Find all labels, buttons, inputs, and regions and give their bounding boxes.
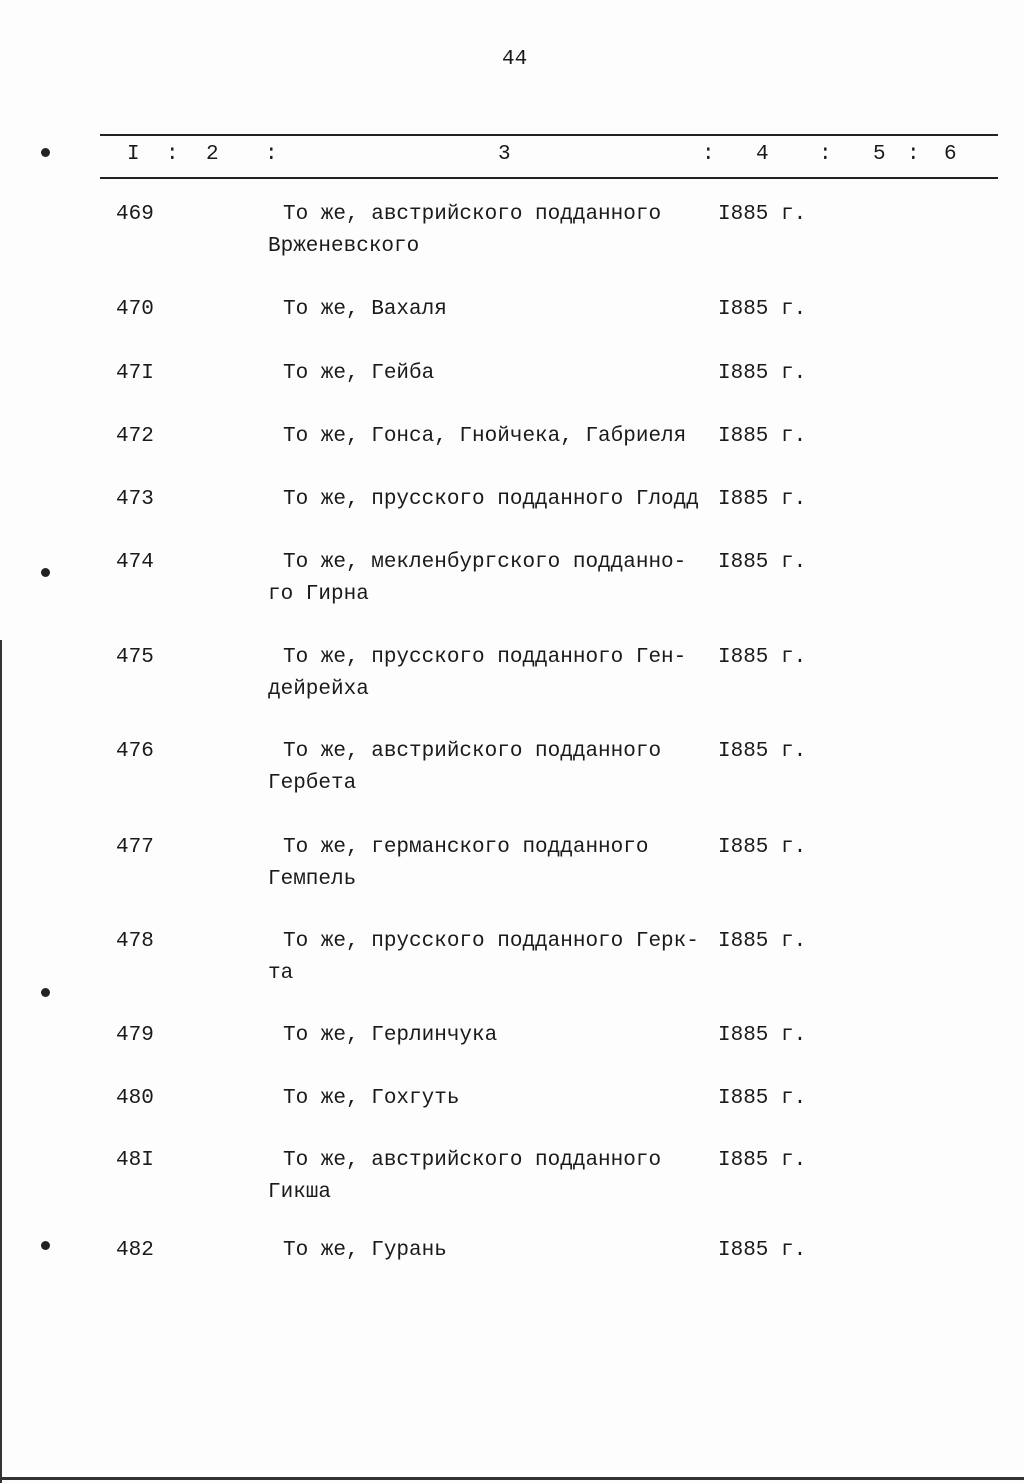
record-number: 474 — [116, 551, 154, 574]
record-description-continuation: дейрейха — [268, 678, 369, 701]
record-description: То же, прусского подданного Ген- — [283, 646, 687, 669]
record-description-continuation: Гемпель — [268, 868, 357, 891]
record-year: I885 г. — [718, 362, 807, 385]
record-number: 475 — [116, 646, 154, 669]
col-sep: : — [819, 143, 832, 166]
record-year: I885 г. — [718, 488, 807, 511]
record-number: 479 — [116, 1024, 154, 1047]
record-year: I885 г. — [718, 740, 807, 763]
record-description-continuation: Гербета — [268, 772, 357, 795]
record-year: I885 г. — [718, 1239, 807, 1262]
record-description: То же, германского подданного — [283, 836, 649, 859]
record-description-continuation: Гикша — [268, 1181, 332, 1204]
col-sep: : — [166, 143, 179, 166]
record-year: I885 г. — [718, 1024, 807, 1047]
record-year: I885 г. — [718, 646, 807, 669]
record-number: 480 — [116, 1087, 154, 1110]
page-bottom-edge — [0, 1477, 1024, 1480]
page-number: 44 — [502, 48, 528, 71]
record-year: I885 г. — [718, 551, 807, 574]
record-description: То же, Вахаля — [283, 298, 447, 321]
col-sep: : — [907, 143, 920, 166]
record-description: То же, прусского подданного Глодд — [283, 488, 699, 511]
record-number: 477 — [116, 836, 154, 859]
col-header-1: I — [127, 143, 140, 166]
col-header-5: 5 — [873, 143, 886, 166]
record-description: То же, прусского подданного Герк- — [283, 930, 699, 953]
record-number: 472 — [116, 425, 154, 448]
col-header-3: 3 — [498, 143, 511, 166]
binding-hole-mark — [41, 988, 50, 997]
record-number: 478 — [116, 930, 154, 953]
record-year: I885 г. — [718, 1087, 807, 1110]
record-description-continuation: Врженевского — [268, 235, 420, 258]
record-year: I885 г. — [718, 298, 807, 321]
record-number: 47I — [116, 362, 154, 385]
record-number: 473 — [116, 488, 154, 511]
record-description: То же, австрийского подданного — [283, 1149, 662, 1172]
record-description: То же, Гонса, Гнойчека, Габриеля — [283, 425, 687, 448]
record-description: То же, Гурань — [283, 1239, 447, 1262]
record-year: I885 г. — [718, 425, 807, 448]
record-number: 470 — [116, 298, 154, 321]
col-header-6: 6 — [944, 143, 957, 166]
record-description: То же, мекленбургского подданно- — [283, 551, 687, 574]
record-number: 476 — [116, 740, 154, 763]
col-sep: : — [702, 143, 715, 166]
col-sep: : — [265, 143, 278, 166]
record-description: То же, Герлинчука — [283, 1024, 498, 1047]
record-description: То же, Гейба — [283, 362, 435, 385]
record-year: I885 г. — [718, 203, 807, 226]
col-header-4: 4 — [756, 143, 769, 166]
binding-hole-mark — [41, 148, 50, 157]
binding-hole-mark — [41, 1241, 50, 1250]
record-year: I885 г. — [718, 930, 807, 953]
record-description: То же, австрийского подданного — [283, 740, 662, 763]
record-number: 469 — [116, 203, 154, 226]
page-edge — [0, 640, 2, 1483]
record-number: 48I — [116, 1149, 154, 1172]
col-header-2: 2 — [206, 143, 219, 166]
record-description-continuation: та — [268, 962, 294, 985]
record-year: I885 г. — [718, 836, 807, 859]
record-description: То же, Гохгуть — [283, 1087, 460, 1110]
record-description-continuation: го Гирна — [268, 583, 369, 606]
binding-hole-mark — [41, 568, 50, 577]
header-bottom-rule — [100, 177, 998, 179]
record-year: I885 г. — [718, 1149, 807, 1172]
record-number: 482 — [116, 1239, 154, 1262]
record-description: То же, австрийского подданного — [283, 203, 662, 226]
header-top-rule — [100, 134, 998, 136]
